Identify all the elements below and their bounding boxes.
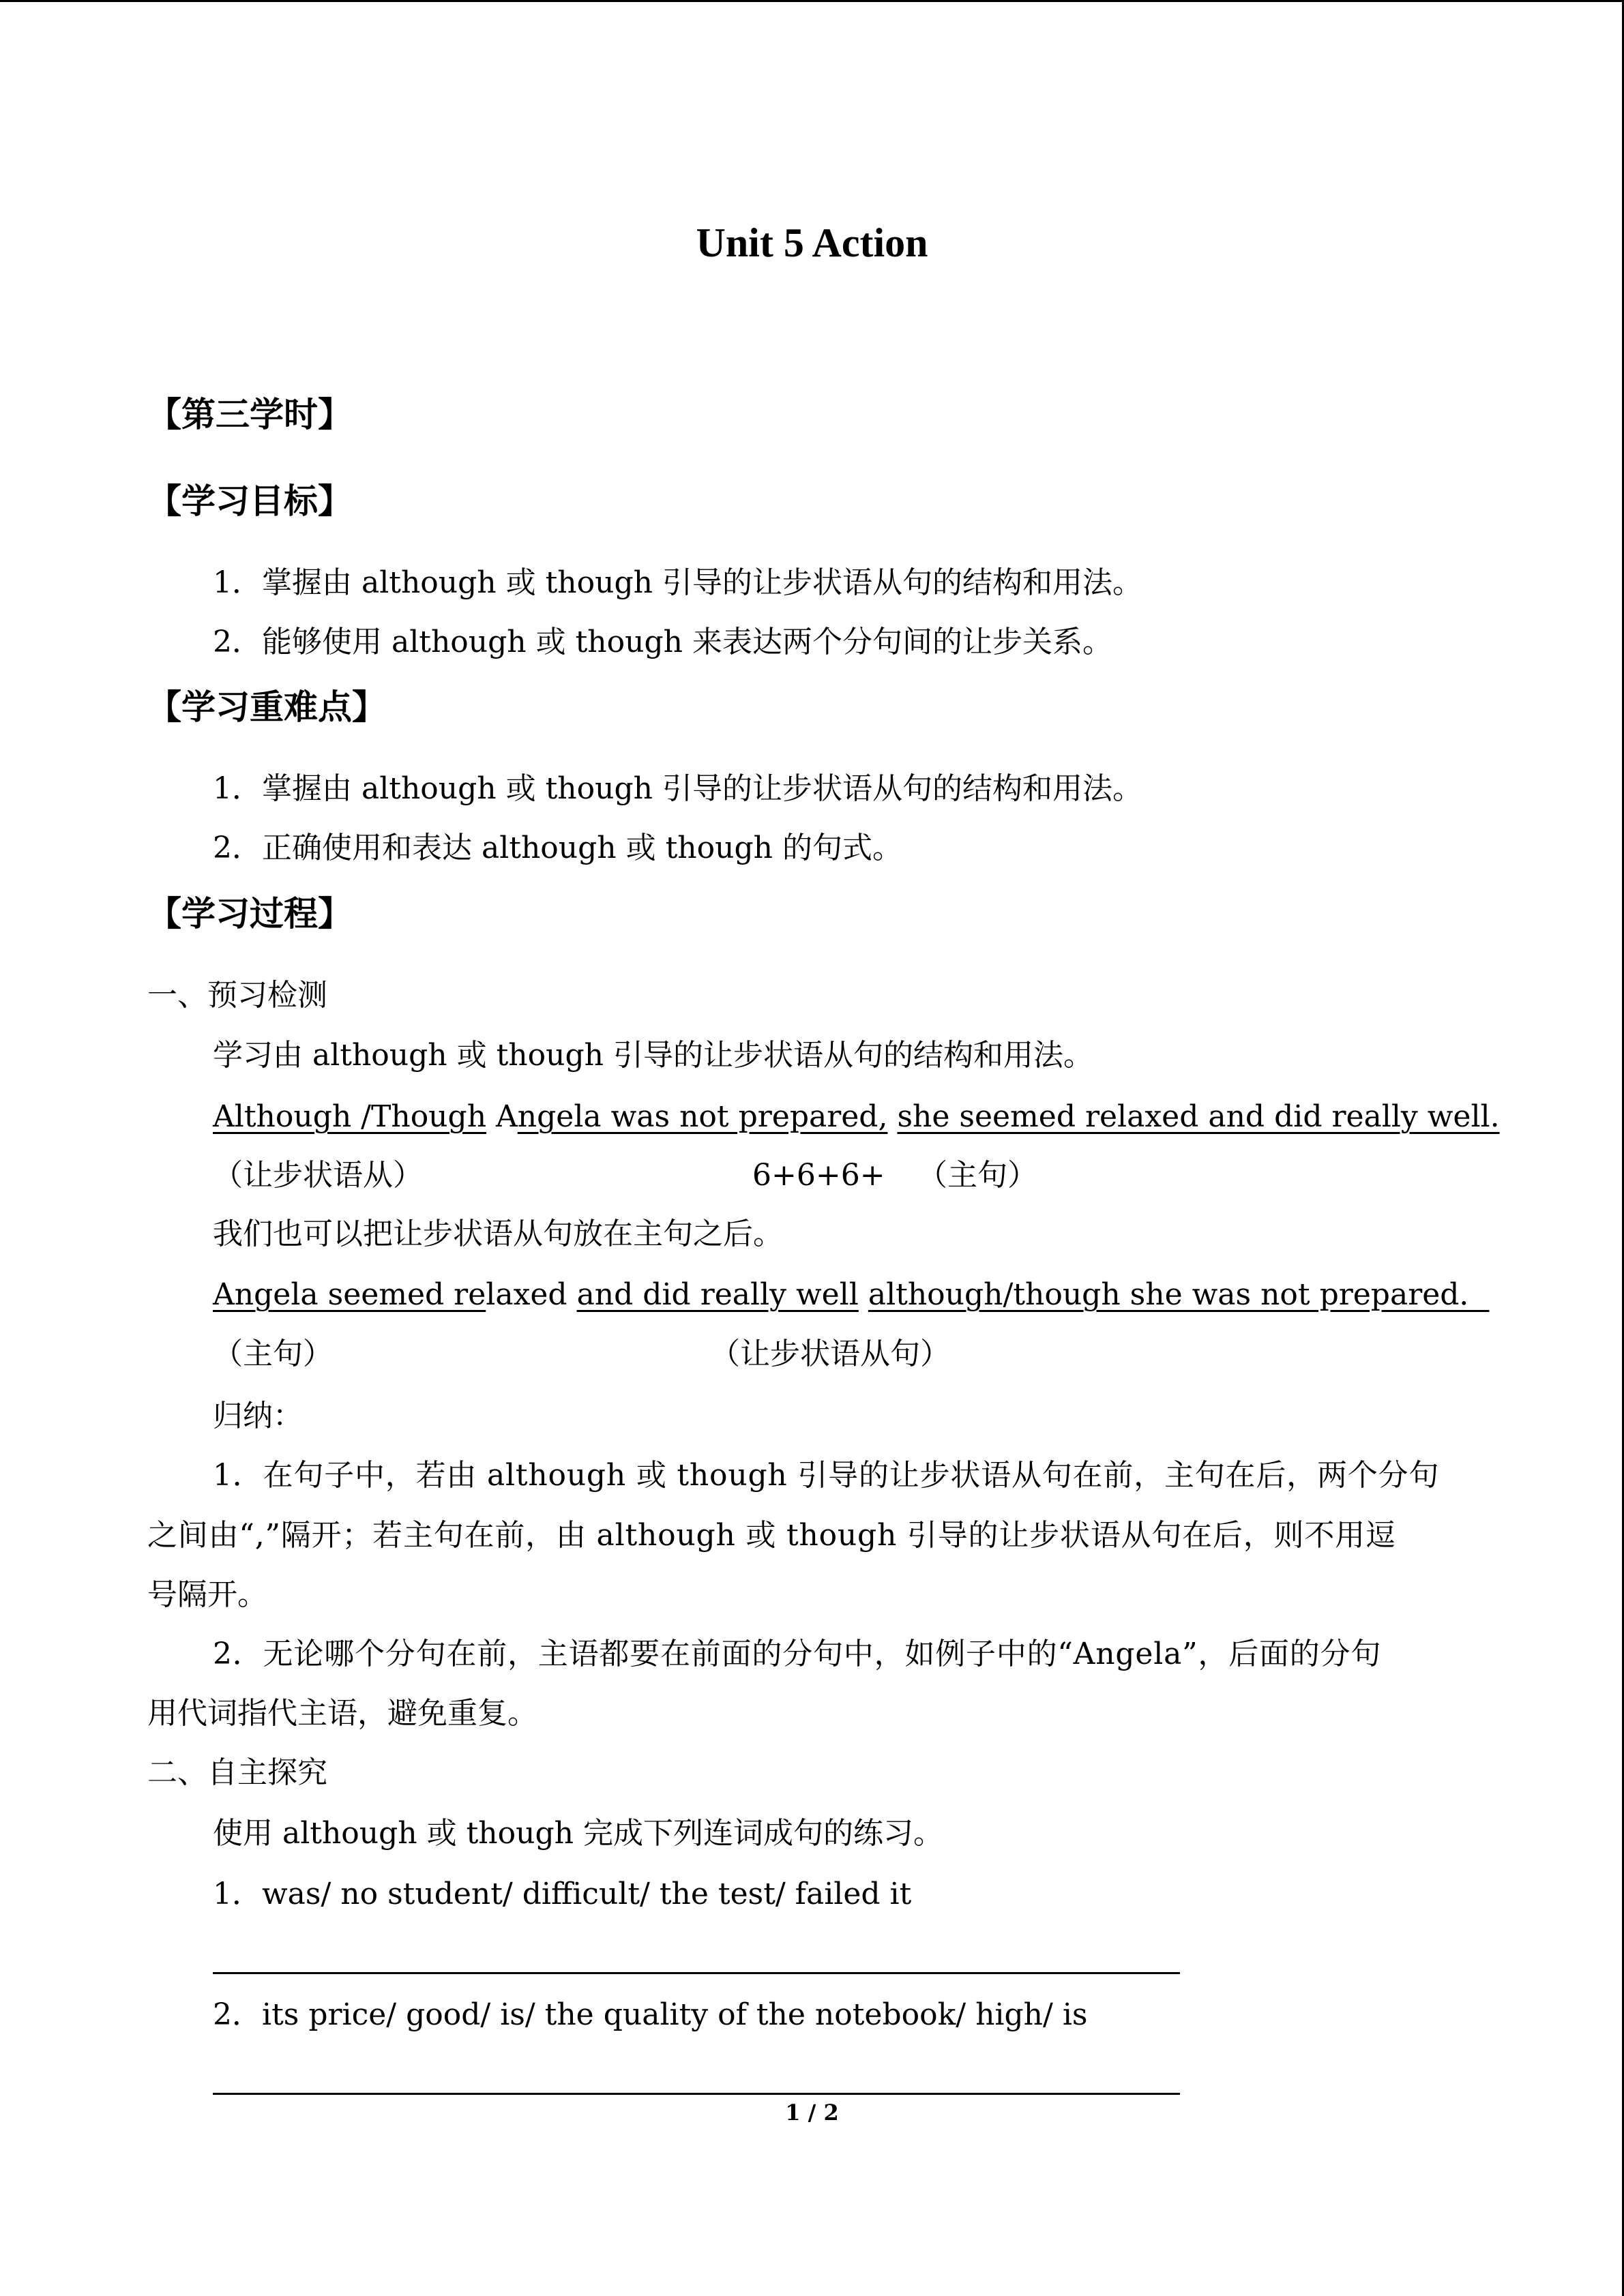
clause-label-main: （主句） [213, 1337, 333, 1371]
explore-intro: 使用 although 或 though 完成下列连词成句的练习。 [213, 1816, 943, 1851]
summary-line: 之间由“,”隔开；若主句在前，由 although 或 though 引导的让步状语从句在后，则不用逗 [147, 1518, 1396, 1553]
answer-blank-line[interactable] [213, 2093, 1180, 2095]
clause-label-concessive: （让步状语从句） [710, 1337, 950, 1371]
objective-item: 1．掌握由 although 或 though 引导的让步状语从句的结构和用法。 [213, 565, 1142, 600]
clause-label-main: （主句） [917, 1158, 1037, 1193]
main-clause-text: she seemed relaxed and did really well. [897, 1099, 1500, 1134]
summary-line: 2．无论哪个分句在前，主语都要在前面的分句中，如例子中的“Angela”，后面的分句 [213, 1637, 1382, 1671]
preview-heading: 一、预习检测 [147, 978, 327, 1013]
objectives-heading: 【学习目标】 [147, 481, 352, 521]
example-text: laxed [486, 1277, 577, 1312]
objective-item: 2．能够使用 although 或 though 来表达两个分句间的让步关系。 [213, 625, 1112, 659]
process-heading: 【学习过程】 [147, 894, 352, 934]
preview-intro: 学习由 although 或 though 引导的让步状语从句的结构和用法。 [213, 1038, 1093, 1073]
page-title: Unit 5 Action [696, 220, 928, 265]
summary-line: 号隔开。 [147, 1577, 267, 1612]
key-points-heading: 【学习重难点】 [147, 687, 386, 727]
exercise-item: 2．its price/ good/ is/ the quality of the notebook/ high/ is [213, 1997, 1088, 2032]
page-number: 1 / 2 [785, 2100, 839, 2126]
lesson-heading: 【第三学时】 [147, 395, 352, 434]
concessive-clause-connective: Although /Though [213, 1099, 487, 1134]
preview-note: 我们也可以把让步状语从句放在主句之后。 [213, 1217, 783, 1251]
summary-heading: 归纳： [213, 1399, 303, 1433]
explore-heading: 二、自主探究 [147, 1755, 327, 1790]
summary-line: 1．在句子中，若由 although 或 though 引导的让步状语从句在前，主句在后，两个分句 [213, 1458, 1440, 1493]
example-text [887, 1099, 897, 1134]
answer-blank-line[interactable] [213, 1972, 1180, 1974]
exercise-item: 1．was/ no student/ difficult/ the test/ failed it [213, 1877, 912, 1911]
main-clause-text: Angela seemed re [213, 1277, 486, 1312]
key-point-item: 2．正确使用和表达 although 或 though 的句式。 [213, 831, 902, 865]
summary-line: 用代词指代主语，避免重复。 [147, 1696, 537, 1731]
example-text: A [486, 1099, 518, 1134]
example-sentence-2 [213, 1274, 1489, 1315]
clause-label-mark: 6+6+6+ [752, 1158, 885, 1193]
clause-label-concessive: （让步状语从） [213, 1158, 423, 1193]
main-clause-text: and did really well [576, 1277, 859, 1312]
example-sentence-1 [213, 1097, 1500, 1137]
concessive-clause-text: although/though she was not prepared． [868, 1277, 1490, 1312]
key-point-item: 1．掌握由 although 或 though 引导的让步状语从句的结构和用法。 [213, 771, 1142, 806]
page-border-top [0, 0, 1624, 2]
example-text [859, 1277, 868, 1312]
concessive-clause-text: ngela was not prepared, [517, 1099, 888, 1134]
